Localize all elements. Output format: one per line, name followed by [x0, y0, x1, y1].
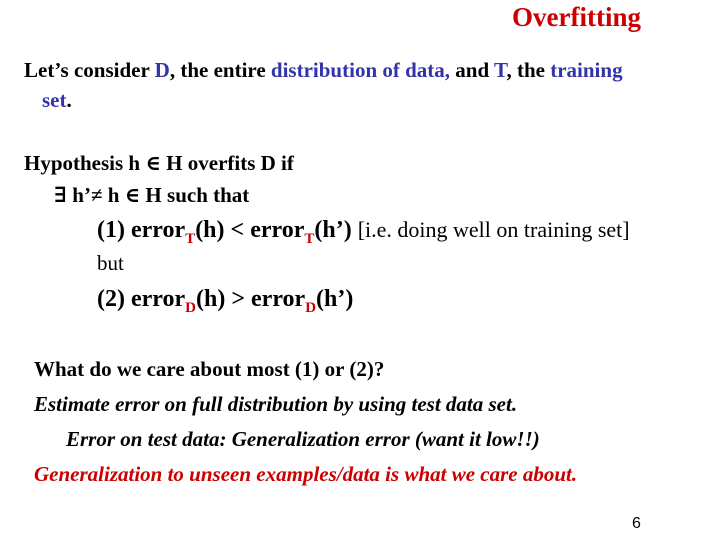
hypothesis-definition: [24, 147, 294, 211]
condition-2: [97, 286, 353, 317]
intro-set: set: [42, 88, 67, 112]
cond1-mid: (h) < error: [195, 217, 305, 243]
slide-title: Overfitting: [512, 2, 641, 32]
intro-training: training: [550, 58, 623, 82]
intro-line-2: [24, 85, 623, 115]
cond2-subscript-1: D: [185, 300, 197, 316]
cond2-prefix: (2) error: [97, 286, 186, 312]
cond1-subscript-2: T: [304, 231, 315, 247]
cond1-subscript-1: T: [185, 231, 196, 247]
page-number: 6: [632, 515, 641, 532]
intro-period: .: [66, 88, 72, 112]
condition-1: [97, 217, 630, 248]
intro-distribution: distribution of data,: [270, 58, 451, 82]
questions-block: [34, 352, 577, 492]
cond2-subscript-2: D: [305, 300, 317, 316]
but-connector: but: [97, 251, 124, 275]
question-4: Generalization to unseen examples/data is what we care about.: [34, 462, 578, 486]
cond1-note: [i.e. doing well on training set]: [357, 217, 630, 242]
intro-T: T: [494, 58, 507, 82]
intro-paragraph: [24, 55, 623, 115]
cond2-end: (h’): [316, 286, 354, 312]
question-3: Error on test data: Generalization error (want it low!!): [66, 427, 540, 451]
question-1: What do we care about most (1) or (2)?: [34, 357, 385, 381]
intro-D: D: [154, 58, 170, 82]
cond2-mid: (h) > error: [196, 286, 306, 312]
intro-text-1: Let’s consider: [24, 58, 155, 82]
hypothesis-line-2: ∃ h’≠ h ∈ H such that: [54, 183, 250, 207]
intro-line-1: [24, 55, 623, 85]
hypothesis-line-1: Hypothesis h ∈ H overfits D if: [24, 151, 294, 175]
question-2: Estimate error on full distribution by using test data set.: [34, 392, 518, 416]
intro-text-3: and: [450, 58, 495, 82]
intro-text-4: , the: [506, 58, 551, 82]
intro-text-2: , the entire: [169, 58, 271, 82]
cond1-end: (h’): [314, 217, 358, 243]
cond1-prefix: (1) error: [97, 217, 186, 243]
